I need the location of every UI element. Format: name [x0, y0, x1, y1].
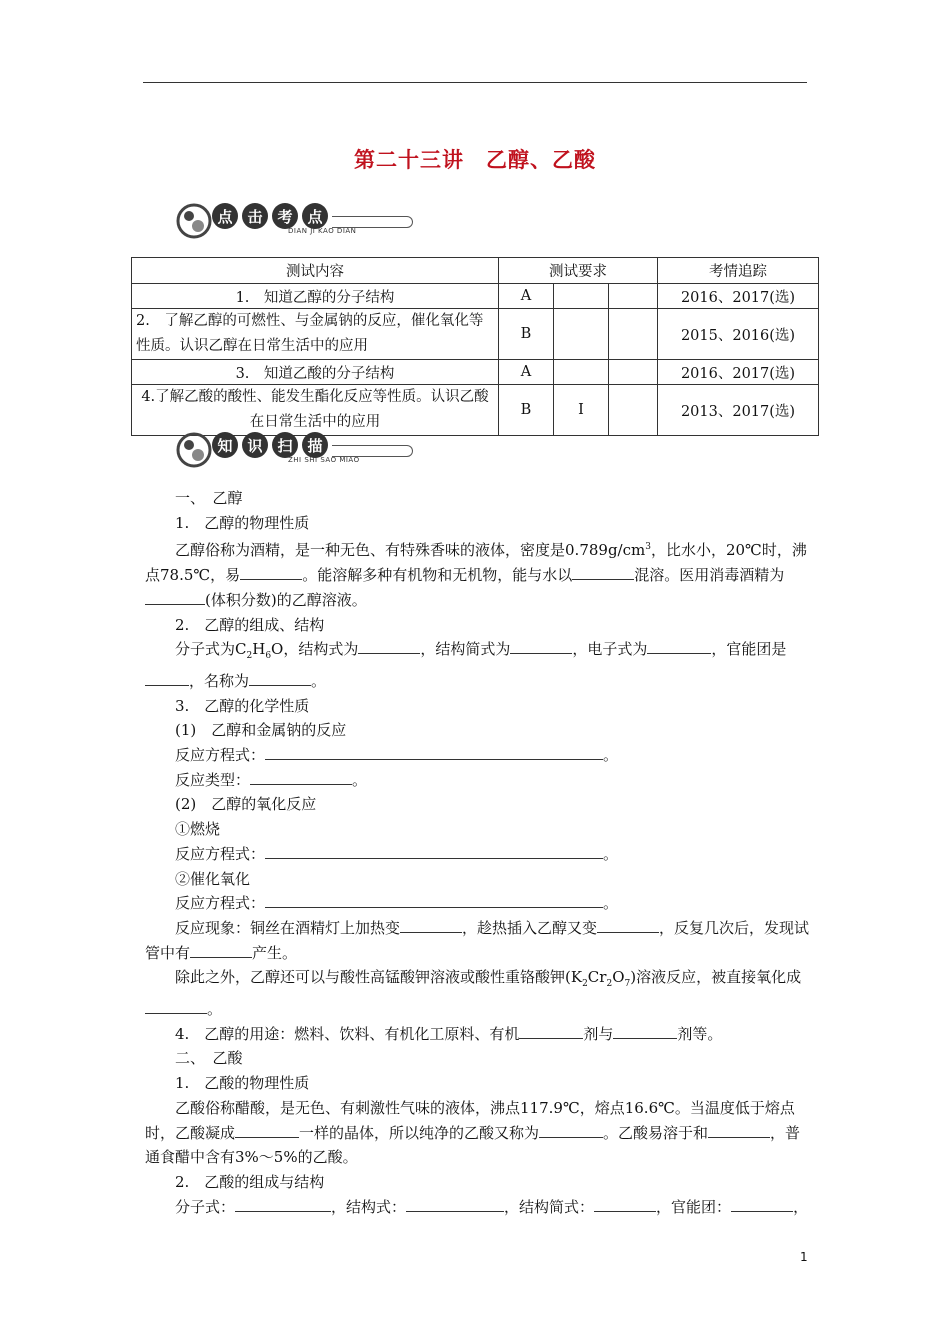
- paragraph: 乙酸俗称醋酸，是无色、有刺激性气味的液体，沸点117.9℃，熔点16.6℃。当温度低于熔点时，乙酸凝成 一样的晶体，所以纯净的乙酸又称为 。乙酸易溶于和 ，普通食醋中含有3%～5%的乙酸。: [145, 1098, 801, 1167]
- badge-pinyin: DIAN JI KAO DIAN: [288, 227, 357, 235]
- blank[interactable]: [240, 565, 302, 580]
- answer-line: 反应方程式： 。: [175, 844, 619, 863]
- blank[interactable]: [613, 1024, 677, 1039]
- blank[interactable]: [145, 671, 189, 686]
- blank[interactable]: [731, 1197, 793, 1212]
- answer-line: 反应类型： 。: [175, 770, 368, 789]
- badge-char: 点: [302, 203, 328, 229]
- item-heading: ①燃烧: [175, 820, 221, 839]
- cell-track: 2015、2016(选): [658, 309, 819, 360]
- blank[interactable]: [539, 1123, 603, 1138]
- table-row: [132, 360, 819, 385]
- cell-req: A: [499, 360, 554, 385]
- cell-content: 4.了解乙酸的酸性、能发生酯化反应等性质。认识乙酸在日常生活中的应用: [132, 385, 499, 436]
- header-rule: [143, 82, 807, 83]
- badge-line: [332, 445, 413, 457]
- item-heading: (2) 乙醇的氧化反应: [175, 795, 317, 814]
- paragraph: 分子式为$C_2H_6O$，结构式为 ，结构简式为 ，电子式为 ，官能团是，名称为 。: [145, 637, 810, 693]
- table-row: [132, 309, 819, 360]
- header-tracking: 考情追踪: [658, 258, 819, 284]
- blank[interactable]: [190, 943, 252, 958]
- cell-req: A: [499, 284, 554, 309]
- subsection-heading: 1. 乙醇的物理性质: [175, 513, 310, 532]
- badge-logo-icon: [176, 203, 212, 239]
- cell-track: 2013、2017(选): [658, 385, 819, 436]
- page-title: 第二十三讲 乙醇、乙酸: [354, 147, 596, 172]
- section-badge-zhi-shi-sao-miao: [176, 432, 426, 468]
- cell-empty: [609, 284, 658, 309]
- cell-track: 2016、2017(选): [658, 284, 819, 309]
- badge-char: 识: [242, 432, 268, 458]
- cell-mark: [554, 284, 609, 309]
- badge-char: 考: [272, 203, 298, 229]
- blank[interactable]: [400, 918, 462, 933]
- subsection-heading: 2. 乙醇的组成、结构: [175, 615, 325, 634]
- cell-empty: [609, 385, 658, 436]
- item-heading: ②催化氧化: [175, 869, 251, 888]
- answer-line: 反应方程式： 。: [175, 894, 619, 913]
- subsection-heading: 3. 乙醇的化学性质: [175, 696, 310, 715]
- badge-char: 描: [302, 432, 328, 458]
- requirements-table: [131, 257, 819, 436]
- document-body: [145, 486, 810, 1219]
- header-requirement: 测试要求: [499, 258, 658, 284]
- paragraph: 分子式： ，结构式： ，结构简式： ，官能团： ，: [175, 1197, 809, 1216]
- blank[interactable]: [572, 565, 634, 580]
- blank[interactable]: [145, 590, 205, 605]
- badge-logo-icon: [176, 432, 212, 468]
- badge-char: 击: [242, 203, 268, 229]
- paragraph: 除此之外，乙醇还可以与酸性高锰酸钾溶液或酸性重铬酸钾$(K_2Cr_2O_7)$溶液反应，被直接氧化成。: [145, 965, 810, 1021]
- cell-mark: [554, 360, 609, 385]
- badge-char: 点: [212, 203, 238, 229]
- paragraph: 乙醇俗称为酒精，是一种无色、有特殊香味的液体，密度是$0.789g/cm^3$，比水小，20℃时，沸点78.5℃，易 。能溶解多种有机物和无机物，能与水以 混溶。医用消毒酒精为(体积分数)的乙醇溶液。: [145, 541, 807, 609]
- cell-content: 1. 知道乙醇的分子结构: [132, 284, 499, 309]
- blank[interactable]: [249, 671, 311, 686]
- blank[interactable]: [519, 1024, 583, 1039]
- cell-content: 2. 了解乙醇的可燃性、与金属钠的反应，催化氧化等性质。认识乙醇在日常生活中的应用: [132, 309, 499, 360]
- blank[interactable]: [647, 639, 711, 654]
- blank[interactable]: [510, 639, 572, 654]
- blank[interactable]: [265, 844, 603, 859]
- page-number: 1: [800, 1250, 808, 1264]
- cell-empty: [609, 309, 658, 360]
- blank[interactable]: [265, 893, 603, 908]
- blank[interactable]: [235, 1197, 331, 1212]
- blank[interactable]: [358, 639, 420, 654]
- cell-content: 3. 知道乙酸的分子结构: [132, 360, 499, 385]
- section-badge-dian-ji-kao-dian: [176, 203, 426, 239]
- answer-line: 反应方程式： 。: [175, 746, 619, 765]
- badge-char: 扫: [272, 432, 298, 458]
- subsection-heading: 2. 乙酸的组成与结构: [175, 1172, 325, 1191]
- header-content: 测试内容: [132, 258, 499, 284]
- subsection-heading: 1. 乙酸的物理性质: [175, 1074, 310, 1093]
- badge-pinyin: ZHI SHI SAO MIAO: [288, 456, 360, 464]
- badge-line: [332, 216, 413, 228]
- blank[interactable]: [235, 1123, 299, 1138]
- cell-mark: Ⅰ: [554, 385, 609, 436]
- cell-empty: [609, 360, 658, 385]
- cell-track: 2016、2017(选): [658, 360, 819, 385]
- table-row: [132, 385, 819, 436]
- cell-mark: [554, 309, 609, 360]
- blank[interactable]: [594, 1197, 656, 1212]
- badge-char: 知: [212, 432, 238, 458]
- cell-req: B: [499, 309, 554, 360]
- blank[interactable]: [406, 1197, 504, 1212]
- table-row: [132, 284, 819, 309]
- section-heading: 二、 乙酸: [175, 1049, 243, 1068]
- blank[interactable]: [708, 1123, 770, 1138]
- cell-req: B: [499, 385, 554, 436]
- blank[interactable]: [265, 745, 603, 760]
- paragraph: 反应现象：铜丝在酒精灯上加热变 ，趁热插入乙醇又变 ，反复几次后，发现试管中有 产生。: [145, 918, 810, 962]
- item-heading: (1) 乙醇和金属钠的反应: [175, 721, 347, 740]
- blank[interactable]: [250, 770, 352, 785]
- blank[interactable]: [597, 918, 659, 933]
- blank[interactable]: [145, 999, 207, 1014]
- table-header-row: [132, 258, 819, 284]
- section-heading: 一、 乙醇: [175, 489, 243, 507]
- paragraph: 4. 乙醇的用途：燃料、饮料、有机化工原料、有机 剂与 剂等。: [175, 1024, 723, 1043]
